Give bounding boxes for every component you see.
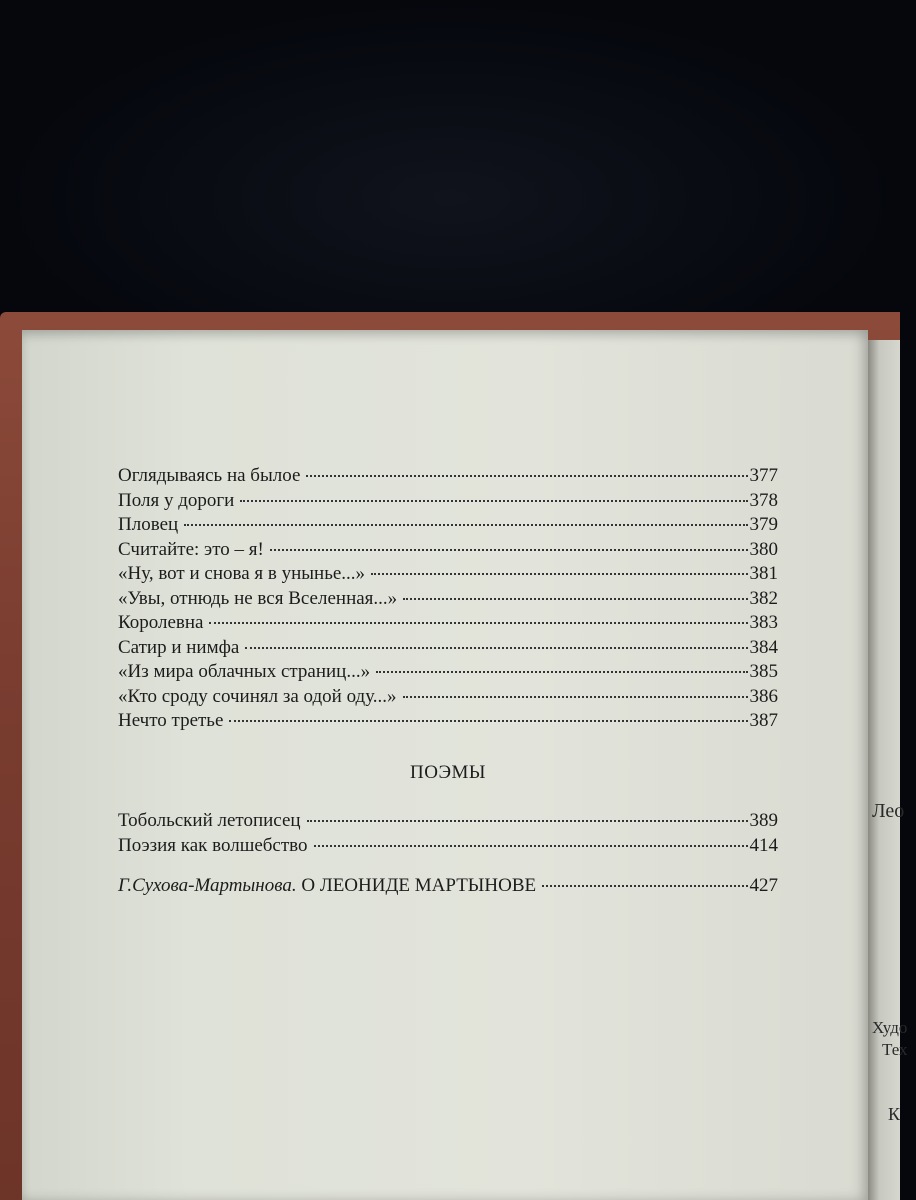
toc-leader — [371, 573, 747, 575]
toc-title: Королевна — [118, 612, 204, 633]
toc-leader — [403, 696, 748, 698]
essay-title: О ЛЕОНИДЕ МАРТЫНОВЕ — [301, 875, 537, 896]
toc-leader — [307, 820, 748, 822]
toc-title: Сатир и нимфа — [118, 636, 240, 658]
toc-leader — [542, 885, 747, 887]
toc-entry — [118, 514, 778, 539]
toc-page: 427 — [749, 875, 778, 896]
toc-title: Поля у дороги — [118, 489, 235, 511]
toc-title: «Кто сроду сочинял за одой оду...» — [118, 685, 397, 707]
toc-leader — [240, 500, 747, 502]
toc-page: 381 — [749, 563, 778, 584]
toc-page: 380 — [749, 538, 778, 560]
toc-page: 379 — [749, 514, 778, 535]
toc-entry — [118, 612, 778, 637]
toc-leader — [209, 622, 747, 624]
toc-entry — [118, 539, 778, 564]
toc-page: 385 — [749, 661, 778, 682]
toc-leader — [314, 845, 748, 847]
toc-page: 389 — [749, 810, 778, 831]
facing-page-text-4: К — [888, 1104, 901, 1124]
toc-page: 386 — [749, 685, 778, 707]
toc-title: Поэзия как волшебство — [118, 834, 308, 856]
toc-leader — [306, 475, 747, 477]
toc-page: 378 — [749, 489, 778, 511]
toc-entry — [118, 661, 778, 686]
toc-list — [118, 465, 778, 735]
toc-page: 414 — [749, 834, 778, 856]
toc-title: «Из мира облачных страниц...» — [118, 661, 371, 682]
toc-title: Нечто третье — [118, 710, 224, 731]
toc-title: «Ну, вот и снова я в унынье...» — [118, 563, 366, 584]
dark-background — [0, 0, 900, 330]
facing-page-edge — [868, 340, 908, 1200]
poems-list — [118, 810, 778, 859]
toc-title: Тобольский летописец — [118, 810, 301, 831]
toc-title: Пловец — [118, 514, 179, 535]
toc-leader — [229, 720, 747, 722]
toc-entry — [118, 710, 778, 735]
toc-leader — [403, 598, 747, 600]
toc-leader — [245, 647, 747, 649]
toc-entry — [118, 637, 778, 662]
toc-leader — [184, 524, 747, 526]
facing-page-text-2: Худо — [872, 1018, 908, 1037]
toc-title: Считайте: это – я! — [118, 538, 264, 560]
toc-entry — [118, 875, 778, 900]
facing-page-text-3: Тех — [882, 1040, 908, 1059]
toc-entry — [118, 465, 778, 490]
toc-title: «Увы, отнюдь не вся Вселенная...» — [118, 587, 398, 609]
toc-entry — [118, 490, 778, 515]
toc-entry — [118, 835, 778, 860]
toc-title: Оглядываясь на былое — [118, 465, 301, 486]
toc-page: 387 — [749, 710, 778, 731]
toc-page: 382 — [749, 587, 778, 609]
toc-entry — [118, 686, 778, 711]
toc-page: 383 — [749, 612, 778, 633]
toc-entry — [118, 810, 778, 835]
toc-entry — [118, 563, 778, 588]
essay-entry — [118, 875, 778, 900]
toc-leader — [270, 549, 748, 551]
toc-entry — [118, 588, 778, 613]
toc-title — [118, 875, 542, 897]
section-heading: ПОЭМЫ — [410, 762, 486, 783]
facing-page-text-1: Лео — [872, 800, 905, 822]
toc-page: 377 — [749, 465, 778, 486]
essay-author: Г.Сухова-Мартынова. — [118, 875, 297, 896]
toc-page: 384 — [749, 636, 778, 658]
toc-leader — [376, 671, 747, 673]
